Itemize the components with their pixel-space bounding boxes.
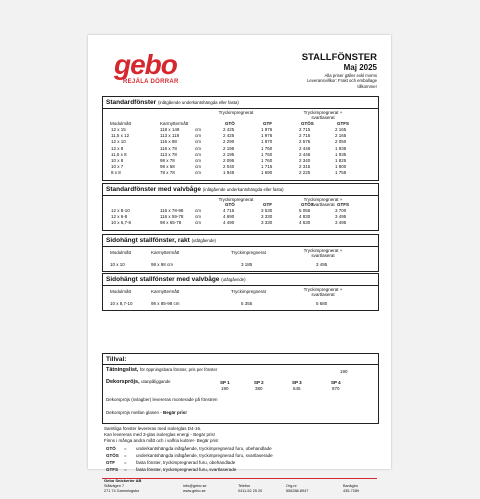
table-cell: 1 760 <box>261 151 273 157</box>
table-cell: cm <box>195 214 201 220</box>
col-header: Tryckimpregnerat + svartlaserat <box>303 287 343 298</box>
table-cell: 2 050 <box>335 139 347 145</box>
logo-tagline: REJÄLA DÖRRAR <box>123 79 179 85</box>
table-cell: cm <box>195 145 201 151</box>
group-header: Tryckimpregnerat <box>218 197 254 202</box>
footer-phone-label: Telefon <box>238 484 251 488</box>
table-cell: 4 630 <box>299 220 311 226</box>
legend-desc: fasta fönster, tryckimpregnerad furu, obehandlade <box>136 460 236 465</box>
gebo-logo: gebo <box>114 49 177 80</box>
col-header: Karmyttermått <box>151 289 180 294</box>
table-cell: 2 340 <box>299 158 311 163</box>
paint-code: SP 4 <box>331 380 341 385</box>
table-cell: 3 330 <box>261 214 273 220</box>
table-cell: 116 x 98 <box>160 139 177 145</box>
table-cell: 2 715 <box>299 133 311 139</box>
paint-code: SP 1 <box>220 380 230 385</box>
note-line: Samtliga fönster levereras med isolerglas D4-16. <box>104 426 202 431</box>
section-side-arched <box>102 273 379 311</box>
table-cell: 2 576 <box>299 139 311 145</box>
table-cell: 5 055 <box>299 208 311 213</box>
table-cell: 2 165 <box>335 127 347 132</box>
footer-phone: 0411-52 25 20 <box>238 489 263 493</box>
table-cell: 116 x 78 <box>160 145 177 151</box>
table-cell: 3 530 <box>261 208 273 213</box>
table-cell: 3 330 <box>261 220 273 226</box>
note-line: Finns i många andra mått och i valfria kulörer- Begär pris! <box>104 438 219 443</box>
legend-eq: = <box>124 453 127 458</box>
table-cell: 98 x 78 <box>160 158 175 163</box>
table-cell: 118 x 148 <box>160 127 180 132</box>
cell: 5 355 <box>241 301 253 306</box>
paint-code: SP 2 <box>254 380 264 385</box>
legend-code: GTFS <box>106 467 118 472</box>
col-header: Tryckimpregnerat + svartlaserat <box>303 248 343 259</box>
table-cell: 12 x 15 <box>111 127 126 132</box>
col-header: GTÖ <box>225 202 235 207</box>
col-header: Karmyttermått <box>160 121 189 126</box>
footer-web: www.gebo.se <box>183 489 206 493</box>
legend-row <box>106 460 235 465</box>
paint-price: 870 <box>332 386 340 391</box>
section-title: Standardfönster (inåtgående underkantshängda eller fasta) <box>106 99 239 106</box>
section-options <box>102 353 379 424</box>
cell: 98 x 98 cm <box>151 262 174 267</box>
table-cell: cm <box>195 170 201 176</box>
legend-eq: = <box>124 460 127 465</box>
legend-desc: underkantshängda inåtgående, tryckimpregnerad furu, svartlaserade <box>136 453 273 458</box>
group-header: Tryckimpregnerat + svartlaserat <box>303 197 343 208</box>
legend-row <box>106 453 273 458</box>
table-cell: 3 495 <box>335 220 347 226</box>
legend-code: GTÖ <box>106 446 116 451</box>
table-cell: 10 x 6,7-8 <box>111 220 132 226</box>
table-cell: 2 225 <box>299 170 311 176</box>
table-cell: 2 095 <box>223 158 235 163</box>
col-header: GTFS <box>337 202 349 207</box>
footer-org: 556288-8947 <box>286 489 309 493</box>
table-cell: 1 715 <box>261 164 273 170</box>
table-cell: 1 976 <box>261 133 273 139</box>
legend-eq: = <box>124 467 127 472</box>
table-cell: cm <box>195 139 201 145</box>
table-cell: 3 700 <box>335 208 347 213</box>
table-cell: cm <box>195 220 201 226</box>
table-cell: 2 715 <box>299 127 311 132</box>
table-cell: 2 040 <box>223 164 235 170</box>
section-arched <box>102 183 379 231</box>
legend-row <box>106 446 272 451</box>
table-cell: 78 x 78 <box>160 170 175 176</box>
table-cell: 2 165 <box>335 133 347 139</box>
legend-code: GTÖS <box>106 453 119 458</box>
section-title: Sidohängt stallfönster med valvbåge (utåtgående) <box>106 276 246 283</box>
table-cell: 4 490 <box>223 220 235 226</box>
footer-email: info@gebo.se <box>183 484 207 488</box>
table-cell: 1 870 <box>261 139 273 145</box>
section-standard <box>102 96 379 181</box>
table-cell: cm <box>195 164 201 170</box>
table-cell: 1 935 <box>335 145 347 151</box>
footer-company: Gebo Snickerier AB <box>104 478 142 483</box>
cell: 5 680 <box>316 301 328 306</box>
table-cell: 1 825 <box>335 158 347 163</box>
option-paint: Dekorspröjs, utanpåliggande <box>106 379 171 385</box>
legend-row <box>106 467 236 472</box>
col-header: Modulmått <box>110 121 132 126</box>
table-cell: 1 760 <box>261 158 273 163</box>
table-cell: 1 935 <box>335 151 347 157</box>
price-note: Alla priser gäller exkl moms Leveransvillkor: Frakt och emballage tillkommer <box>307 73 377 89</box>
table-cell: 1 800 <box>335 164 347 170</box>
option-note: Dekorspröjs (svlagber) levereras monterade på fönstren <box>106 397 218 402</box>
table-cell: 2 315 <box>299 164 311 170</box>
table-cell: 2 446 <box>299 151 311 157</box>
footer-address: 271 74 Gammingsbo <box>104 489 140 493</box>
footer-address: Stålvägen 7 <box>104 484 125 488</box>
col-header: GTÖS <box>301 202 314 207</box>
note-line: Kan levereras med 3-glas isolerglas energi - Begär pris! <box>104 432 216 437</box>
table-cell: 116 x 59-78 <box>160 214 184 220</box>
table-cell: 1 690 <box>261 170 273 176</box>
table-cell: 2 195 <box>223 145 235 151</box>
col-header: Tryckimpregnerat <box>231 289 266 294</box>
col-header: GTF <box>263 202 272 207</box>
table-cell: 11,5 x 12 <box>111 133 130 139</box>
cell: 3 185 <box>241 262 253 267</box>
col-header: GTF <box>263 121 272 126</box>
group-header: Tryckimpregnerat + svartlaserat <box>303 110 343 121</box>
table-cell: 1 976 <box>261 127 273 132</box>
sealing-price: 190 <box>340 369 348 374</box>
cell: 98 x 85-98 cm <box>151 301 180 306</box>
table-cell: 98 x 68 <box>160 164 175 170</box>
table-cell: 2 446 <box>299 145 311 151</box>
footer-bankgiro-label: Bankgiro <box>343 484 358 488</box>
table-cell: 2 195 <box>223 151 235 157</box>
col-header: GTÖ <box>225 121 235 126</box>
table-cell: 3 495 <box>335 214 347 220</box>
paint-price: 645 <box>293 386 301 391</box>
table-cell: 12 x 8-10 <box>111 208 130 213</box>
document-date: Maj 2025 <box>343 63 377 72</box>
table-cell: cm <box>195 158 201 163</box>
legend-eq: = <box>124 446 127 451</box>
col-header: Modulmått <box>110 289 132 294</box>
table-cell: 2 425 <box>223 133 235 139</box>
paint-price: 380 <box>255 386 263 391</box>
table-cell: 12 x 8 <box>111 145 124 151</box>
section-side-straight <box>102 234 379 272</box>
table-cell: 11,5 x 8 <box>111 151 127 157</box>
table-cell: 4 830 <box>299 214 311 220</box>
footer-bankgiro: 435-7289 <box>343 489 360 493</box>
legend-code: GTF <box>106 460 115 465</box>
option-sealing: Tätningslist, för öppningsbara fönster, pris per fönster <box>106 367 218 373</box>
table-cell: 113 x 118 <box>160 133 180 139</box>
cell: 10 x 10 <box>110 262 125 267</box>
col-header: Tryckimpregnerat <box>231 250 266 255</box>
table-cell: 12 x 10 <box>111 139 126 145</box>
table-cell: 2 290 <box>223 139 235 145</box>
table-cell: 12 x 6-8 <box>111 214 128 220</box>
table-cell: 2 425 <box>223 127 235 132</box>
group-header: Tryckimpregnerat <box>218 110 254 115</box>
table-cell: 4 690 <box>223 214 235 220</box>
paint-price: 190 <box>221 386 229 391</box>
legend-desc: underkantshängda inåtgående, tryckimpregnerad furu, obehandlade <box>136 446 272 451</box>
table-cell: 10 x 8 <box>111 158 124 163</box>
col-header: Karmyttermått <box>151 250 180 255</box>
table-cell: cm <box>195 133 201 139</box>
table-cell: 1 945 <box>223 170 235 176</box>
legend-desc: fasta fönster, tryckimpregnerad furu, svartlaserade <box>136 467 237 472</box>
col-header: Modulmått <box>110 250 132 255</box>
table-cell: 1 760 <box>261 145 273 151</box>
footer-org-label: Org.nr <box>286 484 297 488</box>
table-cell: 116 x 78-98 <box>160 208 184 213</box>
table-cell: 113 x 78 <box>160 151 177 157</box>
section-title: Sidohängt stallfönster, rakt (utåtgående) <box>106 237 216 244</box>
table-cell: 98 x 65-78 <box>160 220 182 226</box>
col-header: GTÖS <box>301 121 314 126</box>
table-cell: cm <box>195 127 201 132</box>
table-cell: 8 x 8 <box>111 170 121 176</box>
table-cell: 4 715 <box>223 208 235 213</box>
option-note: Dekorspröjs mellan glasen - Begär pris! <box>106 410 187 415</box>
section-title: Standardfönster med valvbåge (inåtgående underkantshängda eller fasta) <box>106 186 284 193</box>
table-cell: cm <box>195 208 201 213</box>
cell: 3 495 <box>316 262 328 267</box>
cell: 10 x 8,7-10 <box>110 301 133 306</box>
document-title: STALLFÖNSTER <box>301 52 377 63</box>
section-title: Tillval: <box>106 356 127 363</box>
table-cell: cm <box>195 151 201 157</box>
paint-code: SP 3 <box>292 380 302 385</box>
col-header: GTFS <box>337 121 349 126</box>
price-list-page <box>88 35 391 493</box>
table-cell: 1 755 <box>335 170 347 176</box>
table-cell: 10 x 7 <box>111 164 124 170</box>
